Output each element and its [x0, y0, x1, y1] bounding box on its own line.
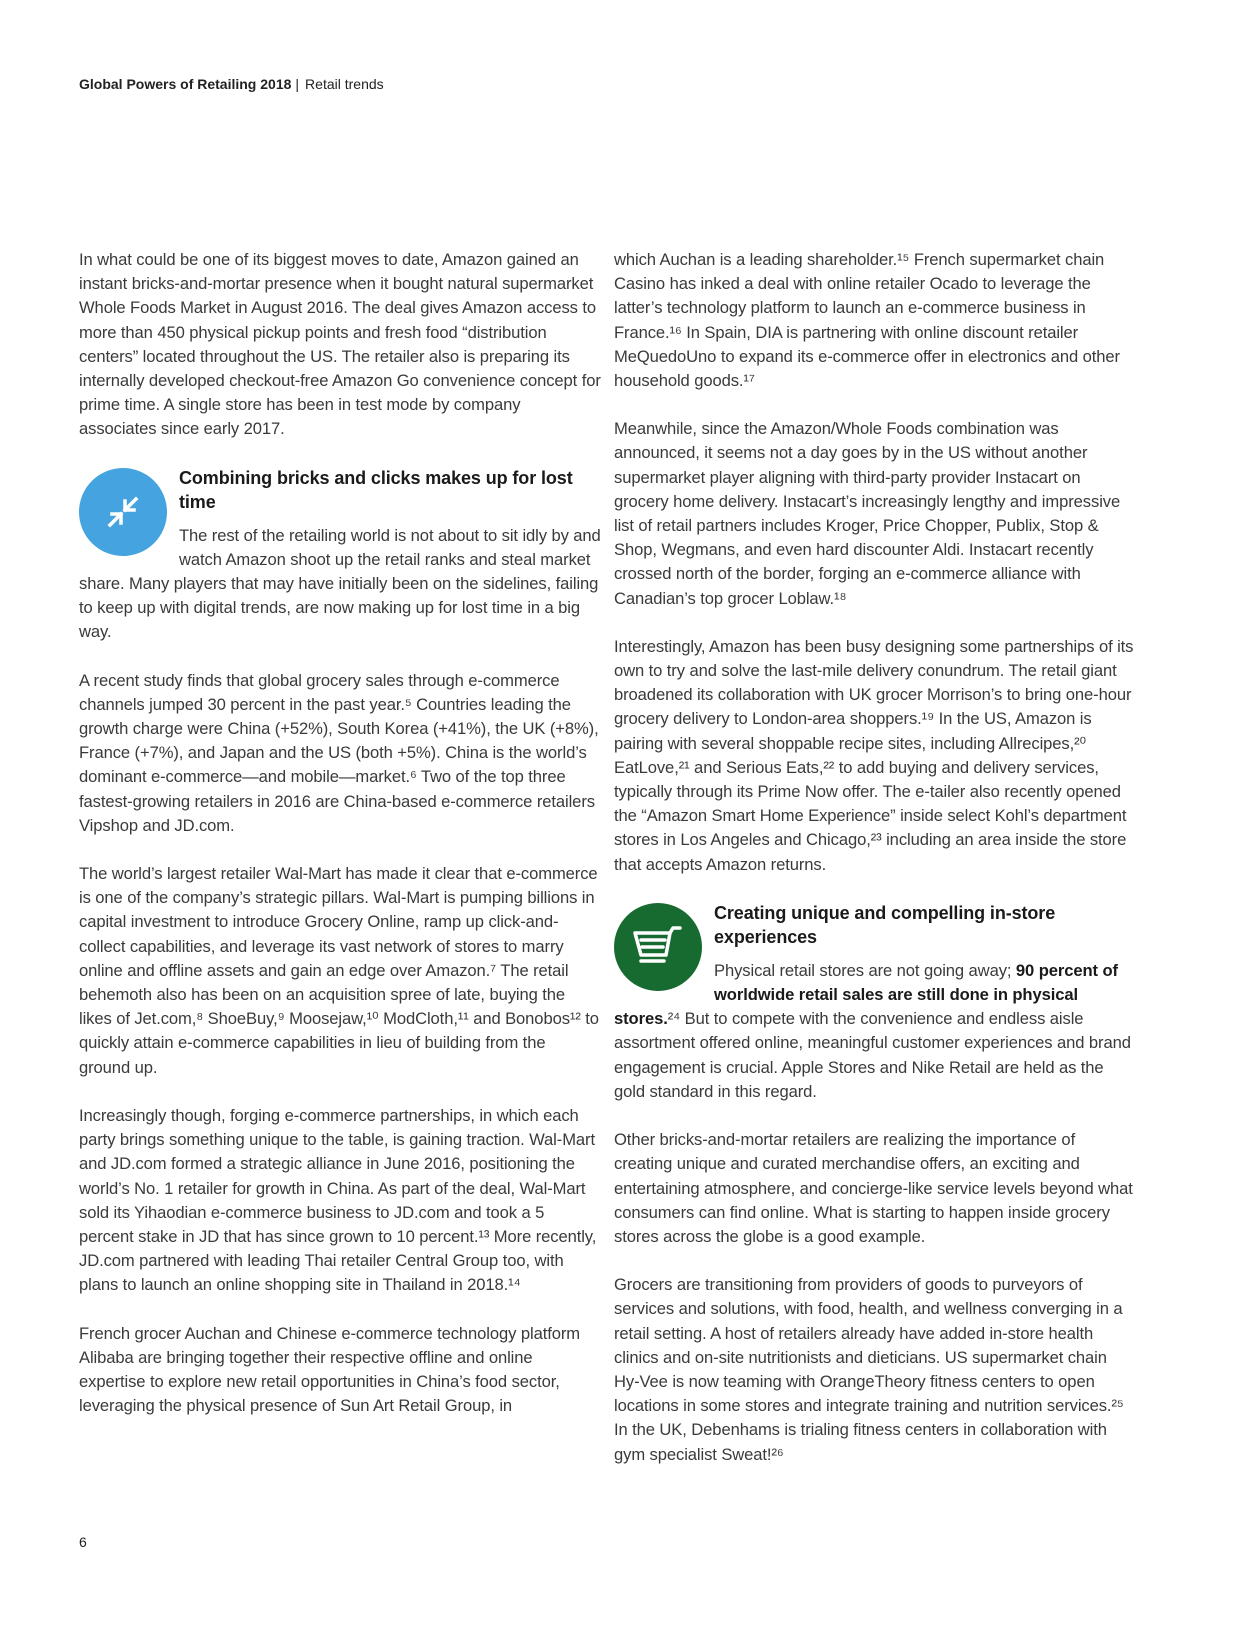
paragraph — [614, 959, 1136, 1104]
text-run: ²⁴ But to compete with the convenience and endless aisle assortment offered online, meaningful customer experiences and brand engagement is crucial. Apple Stores and Nike Retail are held as the gold standard in this regard. — [614, 1009, 1131, 1101]
paragraph: The world’s largest retailer Wal-Mart has made it clear that e-commerce is one of the company’s strategic pillars. Wal-Mart is pumping billions in capital investment to introduce Grocery Online, ramp up click-and-collect capabilities, and leverage its vast network of stores to marry online and offline assets and gain an edge over Amazon.⁷ The retail behemoth also has been on an acquisition spree of late, buying the likes of Jet.com,⁸ ShoeBuy,⁹ Moosejaw,¹⁰ ModCloth,¹¹ and Bonobos¹² to quickly attain e-commerce capabilities in lieu of building from the ground up. — [79, 864, 599, 1077]
section-in-store-experiences — [614, 901, 1136, 1104]
section-heading: Creating unique and compelling in-store experiences — [714, 902, 1056, 947]
paragraph: Other bricks-and-mortar retailers are realizing the importance of creating unique and curated merchandise offers, an exciting and entertaining atmosphere, and concierge-like service levels beyond what consumers can find online. What is starting to happen inside grocery stores across the globe is a good example. — [614, 1130, 1133, 1246]
shopping-cart-icon — [614, 903, 702, 991]
page-number: 6 — [79, 1534, 87, 1550]
arrows-converge-icon — [79, 468, 167, 556]
text-run: Physical retail stores are not going away; — [714, 960, 1016, 980]
section-bricks-and-clicks — [79, 466, 601, 645]
right-column — [614, 248, 1136, 1491]
bold-text-run: 90 percent of worldwide retail sales are still done in physical stores. — [614, 960, 1118, 1029]
paragraph: Increasingly though, forging e-commerce partnerships, in which each party brings something unique to the table, is gaining traction. Wal-Mart and JD.com formed a strategic alliance in June 2016, positioning the world’s No. 1 retailer for growth in China. As part of the deal, Wal-Mart sold its Yihaodian e-commerce business to JD.com and took a 5 percent stake in JD that has since grown to 10 percent.¹³ More recently, JD.com partnered with leading Thai retailer Central Group too, with plans to launch an online shopping site in Thailand in 2018.¹⁴ — [79, 1105, 597, 1295]
paragraph: Interestingly, Amazon has been busy designing some partnerships of its own to try and solve the last-mile delivery conundrum. The retail giant broadened its collaboration with UK grocer Morrison’s to bring one-hour grocery delivery to London-area shoppers.¹⁹ In the US, Amazon is pairing with several shoppable recipe sites, including Allrecipes,²⁰ EatLove,²¹ and Serious Eats,²² to add buying and delivery services, typically through its Prime Now offer. The e-tailer also recently opened the “Amazon Smart Home Experience” inside select Kohl’s department stores in Los Angeles and Chicago,²³ including an area inside the store that accepts Amazon returns. — [614, 636, 1134, 874]
header-separator: | — [295, 76, 300, 92]
paragraph: which Auchan is a leading shareholder.¹⁵ French supermarket chain Casino has inked a deal with online retailer Ocado to leverage the latter’s technology platform to launch an e-commerce business in France.¹⁶ In Spain, DIA is partnering with online discount retailer MeQuedoUno to expand its e-commerce offer in electronics and other household goods.¹⁷ — [614, 250, 1120, 391]
publication-title: Global Powers of Retailing 2018 — [79, 76, 292, 92]
running-header — [79, 76, 384, 92]
paragraph: Meanwhile, since the Amazon/Whole Foods combination was announced, it seems not a day goes by in the US without another supermarket player aligning with third-party provider Instacart on grocery home delivery. Instacart’s increasingly lengthy and impressive list of retail partners includes Kroger, Price Chopper, Publix, Stop & Shop, Wegmans, and even hard discounter Aldi. Instacart recently crossed north of the border, forging an e-commerce alliance with Canadian’s top grocer Loblaw.¹⁸ — [614, 419, 1121, 608]
paragraph: French grocer Auchan and Chinese e-commerce technology platform Alibaba are bringing together their respective offline and online expertise to explore new retail opportunities in China’s food sector, leveraging the physical presence of Sun Art Retail Group, in — [79, 1323, 580, 1416]
section-heading: Combining bricks and clicks makes up for lost time — [179, 467, 573, 512]
paragraph: The rest of the retailing world is not about to sit idly by and watch Amazon shoot up the retail ranks and steal market share. Many players that may have initially been on the sidelines, failing to keep up with digital trends, are now making up for lost time in a big way. — [79, 525, 601, 642]
paragraph: In what could be one of its biggest moves to date, Amazon gained an instant bricks-and-mortar presence when it bought natural supermarket Whole Foods Market in August 2016. The deal gives Amazon access to more than 450 physical pickup points and fresh food “distribution centers” located throughout the US. The retailer also is preparing its internally developed checkout-free Amazon Go convenience concept for prime time. A single store has been in test mode by company associates since early 2017. — [79, 250, 601, 439]
left-column — [79, 248, 601, 1442]
section-name: Retail trends — [305, 76, 384, 92]
paragraph: Grocers are transitioning from providers of goods to purveyors of services and solutions, with food, health, and wellness converging in a retail setting. A host of retailers already have added in-store health clinics and on-site nutritionists and dieticians. US supermarket chain Hy-Vee is now teaming with OrangeTheory fitness centers to open locations in some stores and integrate training and nutrition services.²⁵ In the UK, Debenhams is trialing fitness centers in collaboration with gym specialist Sweat!²⁶ — [614, 1275, 1124, 1464]
paragraph: A recent study finds that global grocery sales through e-commerce channels jumped 30 percent in the past year.⁵ Countries leading the growth charge were China (+52%), South Korea (+41%), the UK (+8%), France (+7%), and Japan and the US (both +5%). China is the world’s dominant e-commerce—and mobile—market.⁶ Two of the top three fastest-growing retailers in 2016 are China-based e-commerce retailers Vipshop and JD.com. — [79, 670, 599, 835]
